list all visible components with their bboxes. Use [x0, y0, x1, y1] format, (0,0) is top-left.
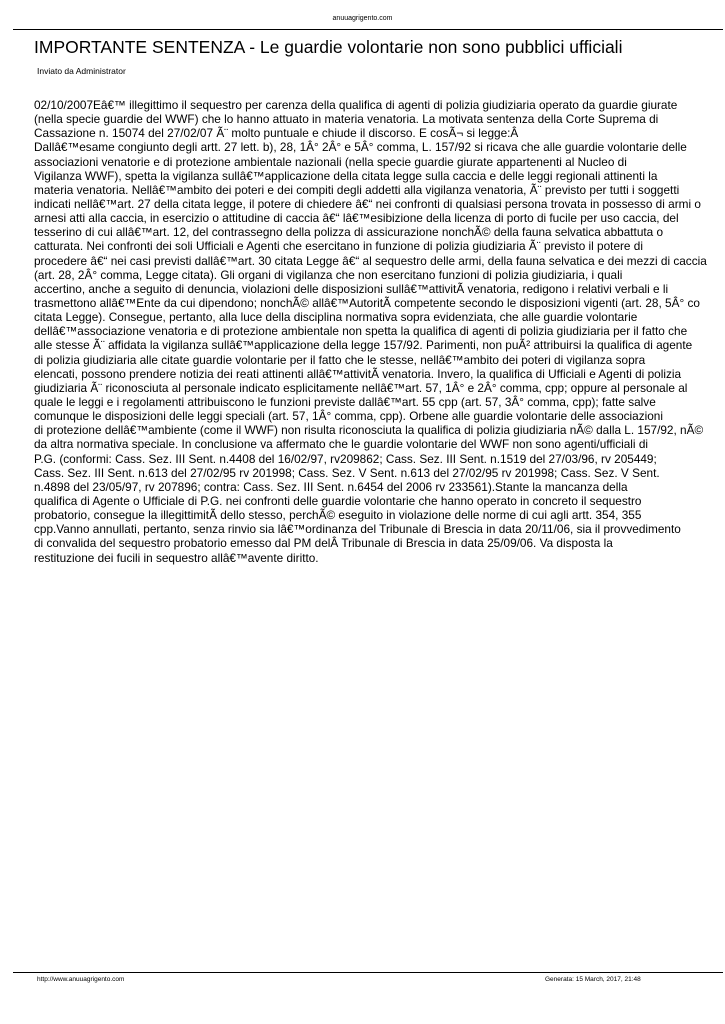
article-line: di polizia giudiziaria alle citate guardie volontarie per il fatto che le stesse, nellâ€™ambito dei poteri di vigilanza sopra [34, 352, 646, 367]
article-line: qualifica di Agente o Ufficiale di P.G. nei confronti delle guardie volontarie che hanno operato in concreto il sequestro [34, 493, 642, 508]
article-line: tesserino di cui allâ€™art. 12, del contrassegno della polizza di assicurazione nonchÃ© della fauna selvatica abbattuta o [34, 225, 664, 240]
article-title: IMPORTANTE SENTENZA - Le guardie volontarie non sono pubblici ufficiali [34, 37, 623, 57]
article-line: materia venatoria. Nellâ€™ambito dei poteri e dei compiti degli addetti alla vigilanza venatoria, Ã¨ previsto per tutti i soggetti [34, 182, 680, 197]
article-body [34, 98, 725, 565]
article-line: P.G. (conformi: Cass. Sez. III Sent. n.4408 del 16/02/97, rv209862; Cass. Sez. III Sent. n.1519 del 27/03/96, rv 205449; [34, 451, 657, 466]
article-line: procedere â€“ nei casi previsti dallâ€™art. 30 citata Legge â€“ al sequestro delle armi, della fauna selvatica e dei mezzi di caccia [34, 253, 707, 268]
article-line: indicati nellâ€™art. 27 della citata legge, il potere di chiedere â€“ nei confronti di qualsiasi persona trovata in possesso di armi o [34, 196, 701, 211]
article-line: giudiziaria Ã¨ riconosciuta al personale indicato esplicitamente nellâ€™art. 57, 1Â° e 2Â° comma, cpp; oppure al personale al [34, 380, 688, 395]
article-line: trasmettono allâ€™Ente da cui dipendono; nonchÃ© allâ€™AutoritÃ competente secondo le disposizioni vigenti (art. 28, 5Â° co [34, 295, 700, 310]
article-line: da altra normativa speciale. In conclusione va affermato che le guardie volontarie del WWF non sono agenti/ufficiali di [34, 437, 648, 452]
article-line: Cass. Sez. III Sent. n.613 del 27/02/95 rv 201998; Cass. Sez. V Sent. n.613 del 27/02/95 rv 201998; Cass. Sez. V Sent. [34, 465, 660, 480]
article-line: accertino, anche a seguito di denuncia, violazioni delle disposizioni sullâ€™attivitÃ venatoria, redigono i relativi verbali e li [34, 281, 669, 296]
article-line: citata Legge). Consegue, pertanto, alla luce della disciplina normativa sopra evidenziata, che alle guardie volontarie [34, 310, 638, 325]
article-line: (art. 28, 2Â° comma, Legge citata). Gli organi di vigilanza che non esercitano funzioni di polizia giudiziaria, i quali [34, 267, 623, 282]
article-line: associazioni venatorie e di protezione ambientale nazionali (nella specie guardie giurate appartenenti al Nucleo di [34, 154, 627, 169]
article-line: (nella specie guardie del WWF) che lo hanno attuato in materia venatoria. La motivata sentenza della Corte Suprema di [34, 112, 659, 127]
header-divider [13, 29, 723, 30]
article-line: comunque le disposizioni delle leggi speciali (art. 57, 1Â° comma, cpp). Orbene alle guardie volontarie delle associazioni [34, 409, 663, 424]
article-line: catturata. Nei confronti dei soli Ufficiali e Agenti che esercitano in funzione di polizia giudiziaria Ã¨ previsto il potere di [34, 239, 643, 254]
article-line: di protezione dellâ€™ambiente (come il WWF) non risulta riconosciuta la qualifica di polizia giudiziaria nÃ© dalla L. 157/92, nÃ© [34, 423, 704, 438]
footer-url-link[interactable]: http://www.anuuagrigento.com [37, 976, 125, 983]
article-line: n.4898 del 23/05/97, rv 207896; contra: Cass. Sez. III Sent. n.6454 del 2006 rv 233561).Stante la mancanza della [34, 479, 628, 494]
article-line: alle stesse Ã¨ affidata la vigilanza sullâ€™applicazione della legge 157/92. Parimenti, non puÃ² attribuirsi la qualifica di agente [34, 338, 693, 353]
article-line: Cassazione n. 15074 del 27/02/07 Ã¨ molto puntuale e chiude il discorso. E cosÃ¬ si legge:Â [34, 126, 519, 141]
article-line: dellâ€™associazione venatoria e di protezione ambientale non spetta la qualifica di agenti di polizia giudiziaria per il fatto che [34, 324, 688, 339]
article-line: 02/10/2007Eâ€™ illegittimo il sequestro per carenza della qualifica di agenti di polizia giudiziaria operato da guardie giurate [34, 98, 678, 112]
generated-date: Generata: 15 March, 2017, 21:48 [545, 976, 641, 983]
article-line: cpp.Vanno annullati, pertanto, senza rinvio sia lâ€™ordinanza del Tribunale di Brescia in data 20/11/06, sia il provvedimento [34, 522, 681, 537]
article-author: Inviato da Administrator [37, 66, 126, 76]
footer-divider [13, 972, 723, 973]
article-line: probatorio, consegue la illegittimitÃ dello stesso, perchÃ© eseguito in violazione delle norme di cui agli artt. 354, 355 [34, 508, 642, 523]
article-line: quale le leggi e i regolamenti attribuiscono le funzioni previste dallâ€™art. 55 cpp (art. 57, 3Â° comma, cpp); fatte salve [34, 394, 656, 409]
site-header: anuuagrigento.com [332, 15, 393, 22]
article-line: Dallâ€™esame congiunto degli artt. 27 lett. b), 28, 1Â° 2Â° e 5Â° comma, L. 157/92 si ricava che alle guardie volontarie delle [34, 140, 687, 155]
article-line: restituzione dei fucili in sequestro allâ€™avente diritto. [34, 550, 319, 565]
article-line: di convalida del sequestro probatorio emesso dal PM delÂ Tribunale di Brescia in data 25/09/06. Va disposta la [34, 536, 613, 551]
article-line: Vigilanza WWF), spetta la vigilanza sullâ€™applicazione della citata legge sulla caccia e delle leggi regionali attinenti la [34, 168, 658, 183]
article-line: arnesi atti alla caccia, in esercizio o attitudine di caccia â€“ lâ€™esibizione della licenza di porto di fucile per uso caccia, del [34, 211, 679, 226]
article-line: elencati, possono prendere notizia dei reati attinenti allâ€™attivitÃ venatoria. Invero, la qualifica di Ufficiali e Agenti di polizia [34, 366, 682, 381]
